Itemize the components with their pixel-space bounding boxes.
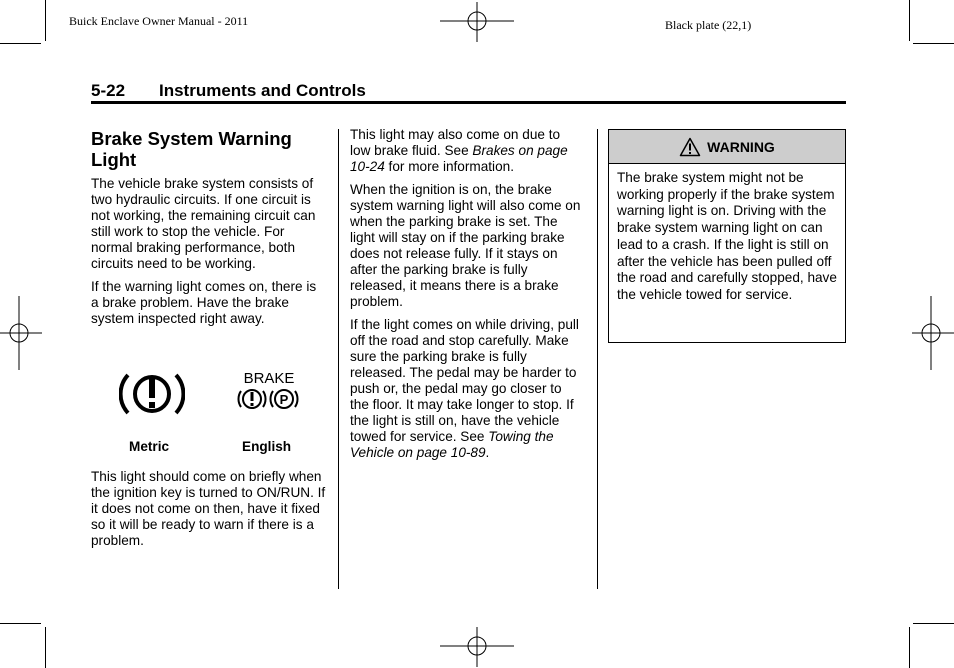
warning-triangle-icon	[679, 137, 701, 157]
brakes-page-link[interactable]: Brakes on page 10-24	[350, 143, 568, 174]
warning-text: The brake system might not be working properly if the brake system warning light is on. Driving with the brake system warning light on can lead to a crash. If the light is still on after the vehicle has been pulled off the road and carefully stopped, have the vehicle towed for service.	[617, 170, 837, 302]
metric-label: Metric	[129, 439, 170, 454]
crop-mark	[0, 43, 41, 44]
registration-mark-icon	[0, 296, 42, 370]
park-letter: P	[279, 392, 289, 407]
brake-icons-figure	[91, 358, 327, 458]
english-label: English	[242, 439, 292, 454]
crop-mark	[45, 0, 46, 41]
warning-light-paragraph: If the warning light comes on, there is a brake problem. Have the brake system inspected right away.	[91, 279, 317, 326]
manual-title: Buick Enclave Owner Manual - 2011	[69, 14, 249, 28]
crop-mark	[913, 623, 954, 624]
fluid-paragraph: This light may also come on due to low brake fluid. See Brakes on page 10-24 for more information.	[350, 127, 568, 174]
column-2	[350, 127, 584, 468]
crop-mark	[0, 623, 41, 624]
header-rule	[91, 101, 846, 104]
registration-mark-icon	[912, 296, 954, 370]
article-title: Brake System Warning Light	[91, 128, 292, 170]
driving-paragraph: If the light comes on while driving, pull off the road and stop carefully. Make sure the parking brake is fully released. The pedal may be harder to push or, the pedal may go closer to the floor. It may take longer to stop. If the light is still on, have the vehicle towed for service. See Towing the Vehicle on page 10-89.	[350, 317, 579, 460]
warning-heading	[609, 130, 845, 164]
registration-mark-icon	[440, 2, 514, 42]
plate-label: Black plate (22,1)	[665, 18, 752, 32]
brake-icon-text: BRAKE	[243, 370, 295, 387]
chapter-title: Instruments and Controls	[159, 81, 366, 100]
column-divider	[597, 129, 598, 589]
brake-warning-exclamation-icon	[119, 364, 185, 425]
intro-paragraph: The vehicle brake system consists of two hydraulic circuits. If one circuit is not working, the remaining circuit can still work to stop the vehicle. For normal braking performance, both circuits need to be working.	[91, 176, 316, 271]
page-number: 5-22	[91, 81, 126, 100]
column-divider	[338, 129, 339, 589]
warning-body	[609, 164, 845, 304]
briefly-paragraph: This light should come on briefly when the ignition key is turned to ON/RUN. If it does not come on then, have it fixed so it will be ready to warn if there is a problem.	[91, 469, 326, 548]
warning-heading-text: WARNING	[707, 138, 775, 155]
brake-text-exclamation-park-icon	[237, 368, 301, 419]
crop-mark	[45, 627, 46, 668]
warning-box	[608, 129, 846, 343]
crop-mark	[913, 43, 954, 44]
towing-page-link[interactable]: Towing the Vehicle on page 10-89	[350, 429, 554, 460]
registration-mark-icon	[440, 627, 514, 667]
crop-mark	[909, 627, 910, 668]
ignition-paragraph: When the ignition is on, the brake system warning light will also come on when the parking brake is set. The light will stay on if the parking brake does not release fully. If it stays on after the parking brake is fully released, it means there is a brake problem.	[350, 182, 581, 309]
column-1	[91, 128, 327, 334]
section-header	[91, 81, 846, 101]
crop-mark	[909, 0, 910, 41]
